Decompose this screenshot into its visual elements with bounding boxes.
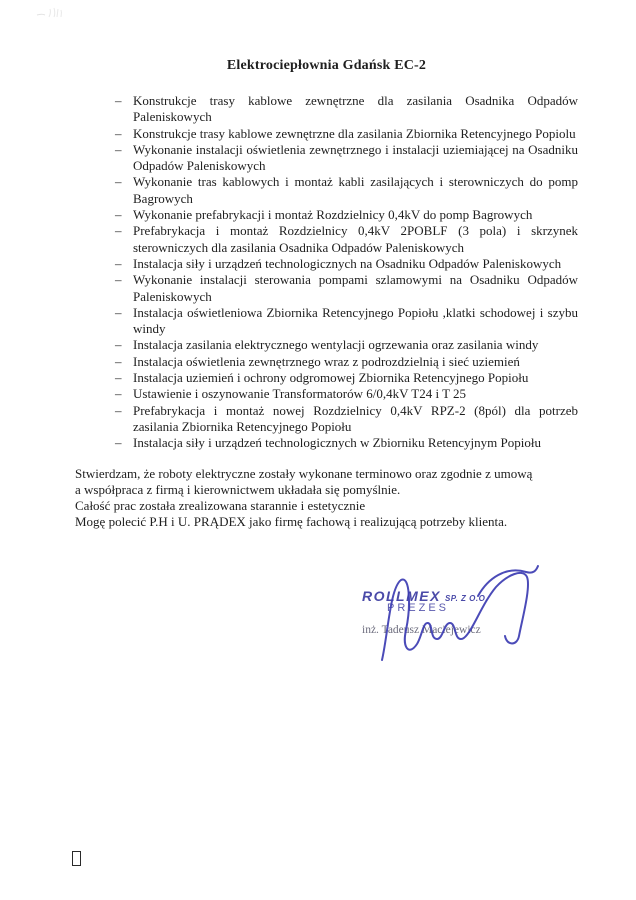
list-item — [115, 354, 578, 370]
list-item-text: Wykonanie prefabrykacji i montaż Rozdzielnicy 0,4kV do pomp Bagrowych — [133, 207, 533, 223]
list-item-dash: – — [115, 93, 122, 108]
list-item-dash: – — [115, 304, 122, 320]
list-item-dash: – — [115, 402, 122, 418]
list-item-text: Instalacja zasilania elektrycznego wentylacji ogrzewania oraz zasilania windy — [133, 337, 539, 353]
list-item-text: Instalacja oświetlenia zewnętrznego wraz z podrozdzielnią i sieć uziemień — [133, 353, 520, 369]
list-item — [115, 207, 578, 223]
list-item-dash: – — [115, 435, 122, 451]
list-item-text: Ustawienie i oszynowanie Transformatorów 6/0,4kV T24 i T 25 — [133, 386, 467, 402]
list-item — [115, 435, 578, 451]
closing-line: Całość prac została zrealizowana starannie i estetycznie — [75, 498, 366, 514]
list-item-dash: – — [115, 141, 122, 157]
list-item-text: Konstrukcje trasy kablowe zewnętrzne dla zasilania Zbiornika Retencyjnego Popiolu — [133, 125, 576, 141]
handwritten-signature — [330, 562, 580, 682]
list-item — [115, 403, 578, 436]
list-item — [115, 272, 578, 305]
company-stamp-suffix: SP. Z O.O. — [444, 594, 489, 603]
list-item-text: Wykonanie tras kablowych i montaż kabli zasilających i sterowniczych do pomp Bagrowych — [133, 174, 578, 206]
list-item — [115, 126, 578, 142]
company-stamp-name: ROLLMEX — [362, 588, 441, 604]
closing-line: a współpraca z firmą i kierownictwem układała się pomyślnie. — [75, 481, 401, 497]
work-items-list — [75, 93, 578, 452]
list-item-text: Instalacja oświetleniowa Zbiornika Retencyjnego Popiołu ,klatki schodowej i szybu windy — [133, 304, 578, 337]
signer-name: inż. Tadeusz Maciejewicz — [362, 624, 481, 636]
list-item-dash: – — [115, 272, 122, 288]
closing-paragraph — [75, 466, 578, 531]
list-item — [115, 337, 578, 353]
list-item — [115, 223, 578, 256]
closing-line: Stwierdzam, że roboty elektryczne zostały wykonane terminowo oraz zgodnie z umową — [75, 465, 533, 481]
list-item-text: Konstrukcje trasy kablowe zewnętrzne dla zasilania Osadnika Odpadów Paleniskowych — [133, 93, 578, 125]
list-item-text: Wykonanie instalacji sterowania pompami szlamowymi na Osadniku Odpadów Paleniskowych — [133, 272, 578, 304]
empty-glyph-box — [72, 851, 81, 866]
list-item — [115, 93, 578, 126]
list-item — [115, 174, 578, 207]
list-item — [115, 386, 578, 402]
list-item-dash: – — [115, 223, 122, 239]
list-item-dash: – — [115, 370, 122, 386]
list-item-dash: – — [115, 174, 122, 190]
signature-block — [330, 562, 580, 682]
list-item-text: Instalacja siły i urządzeń technologicznych w Zbiorniku Retencyjnym Popiołu — [133, 435, 541, 451]
list-item — [115, 305, 578, 338]
list-item — [115, 256, 578, 272]
list-item-dash: – — [115, 386, 122, 402]
list-item-text: Instalacja uziemień i ochrony odgromowej Zbiornika Retencyjnego Popiołu — [133, 370, 529, 386]
list-item-dash: – — [115, 255, 122, 271]
document-body — [75, 58, 578, 531]
list-item-text: Wykonanie instalacji oświetlenia zewnętrznego i instalacji uziemiającej na Osadniku Odpadów Paleniskowych — [133, 141, 578, 174]
list-item-text: Prefabrykacja i montaż Rozdzielnicy 0,4kV 2POBLF (3 pola) i skrzynek sterowniczych dla zasilania Osadnika Odpadów Paleniskowych — [133, 223, 578, 255]
list-item-text: Instalacja siły i urządzeń technologicznych na Osadniku Odpadów Paleniskowych — [133, 255, 562, 271]
list-item-text: Prefabrykacja i montaż nowej Rozdzielnicy 0,4kV RPZ-2 (8pól) dla potrzeb zasilania Zbiornika Retencyjnego Popiołu — [133, 402, 578, 434]
list-item — [115, 370, 578, 386]
list-item-dash: – — [115, 337, 122, 353]
closing-line: Mogę polecić P.H i U. PRĄDEX jako firmę fachową i realizującą potrzeby klienta. — [75, 514, 508, 530]
list-item-dash: – — [115, 125, 122, 141]
list-item — [115, 142, 578, 175]
list-item-dash: – — [115, 207, 122, 223]
stamp-role: PREZES — [387, 602, 450, 614]
scan-artifact — [36, 6, 68, 20]
list-item-dash: – — [115, 353, 122, 369]
document-title: Elektrociepłownia Gdańsk EC-2 — [226, 58, 427, 73]
